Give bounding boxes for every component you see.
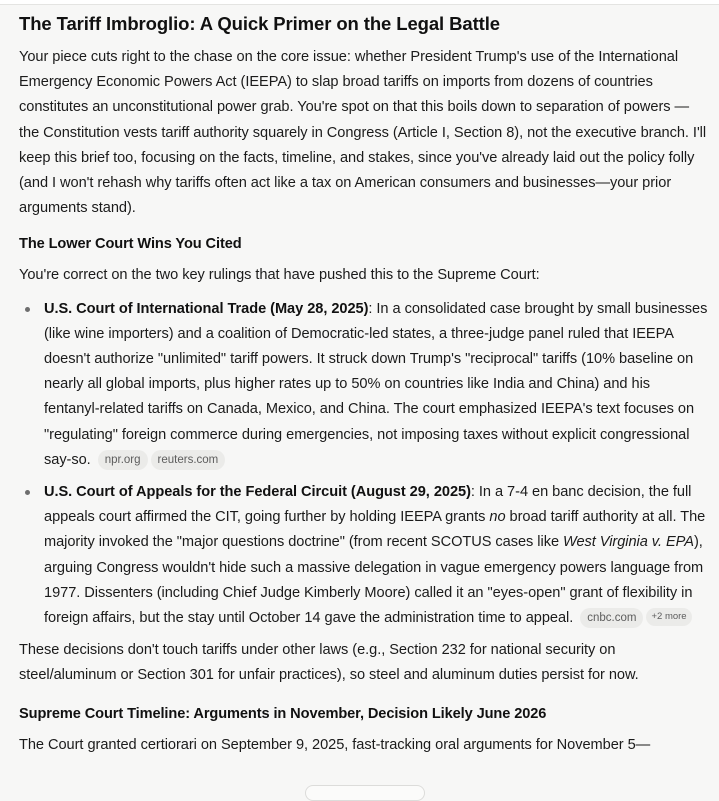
response-content	[19, 12, 709, 758]
source-chip-cnbc[interactable]: cnbc.com	[580, 608, 643, 628]
closing-paragraph: These decisions don't touch tariffs under other laws (e.g., Section 232 for national security on steel/aluminum or Section 301 for unfair practices), so steel and aluminum duties persist for now.	[19, 642, 639, 684]
ruling-text-b: broad tariff authority at all. The majority invoked the "major questions doctrine" (from recent SCOTUS cases like	[44, 509, 706, 551]
bullet-icon	[25, 490, 30, 495]
article-title: The Tariff Imbroglio: A Quick Primer on the Legal Battle	[19, 13, 500, 34]
partial-source-chip[interactable]	[305, 785, 425, 801]
ruling-title: U.S. Court of Appeals for the Federal Circuit (August 29, 2025)	[44, 484, 471, 501]
source-chip-npr[interactable]: npr.org	[98, 450, 148, 470]
rulings-list	[19, 297, 709, 632]
section-heading-lower-court: The Lower Court Wins You Cited	[19, 236, 242, 253]
section-lead-paragraph: You're correct on the two key rulings that have pushed this to the Supreme Court:	[19, 267, 540, 284]
more-sources-chip[interactable]: +2 more	[646, 608, 691, 626]
bullet-icon	[25, 307, 30, 312]
source-chip-reuters[interactable]: reuters.com	[151, 450, 226, 470]
ruling-title: U.S. Court of International Trade (May 28, 2025)	[44, 300, 369, 317]
list-item-federal-circuit	[19, 480, 709, 631]
section-heading-timeline: Supreme Court Timeline: Arguments in November, Decision Likely June 2026	[19, 705, 547, 722]
case-name: West Virginia v. EPA	[563, 534, 694, 551]
timeline-paragraph: The Court granted certiorari on September 9, 2025, fast-tracking oral arguments for November 5—	[19, 736, 651, 753]
list-item-cit	[19, 297, 709, 473]
top-divider	[0, 0, 719, 5]
intro-paragraph: Your piece cuts right to the chase on the core issue: whether President Trump's use of the International Emergency Economic Powers Act (IEEPA) to slap broad tariffs on imports from dozens of countries constitutes an unconstitutional power grab. You're spot on that this boils down to separation of powers —the Constitution vests tariff authority squarely in Congress (Article I, Section 8), not the executive branch. I'll keep this brief too, focusing on the facts, timeline, and stakes, since you've already laid out the policy folly (and I won't rehash why tariffs often act like a tax on American consumers and businesses—your prior arguments stand).	[19, 49, 707, 217]
ruling-text-a: : In a 7-4 en banc decision, the full appeals court affirmed the CIT, going further by holding IEEPA grants	[44, 484, 692, 526]
ruling-text-emphasis: no	[489, 509, 506, 526]
ruling-text: : In a consolidated case brought by small businesses (like wine importers) and a coalition of Democratic-led states, a three-judge panel ruled that IEEPA doesn't authorize "unlimited" tariff powers. It struck down Trump's "reciprocal" tariffs (10% baseline on nearly all global imports, plus higher rates up to 50% on countries like India and China) and his fentanyl-related tariffs on Canada, Mexico, and China. The court emphasized IEEPA's text focuses on "regulating" foreign commerce during emergencies, not imposing taxes without explicit congressional say-so.	[44, 300, 708, 468]
ruling-text-c: ), arguing Congress wouldn't hide such a massive delegation in vague emergency powers language from 1977. Dissenters (including Chief Judge Kimberly Moore) called it an "eyes-open" grant of flexibility in foreign affairs, but the stay until October 14 gave the administration time to appeal.	[44, 534, 704, 627]
